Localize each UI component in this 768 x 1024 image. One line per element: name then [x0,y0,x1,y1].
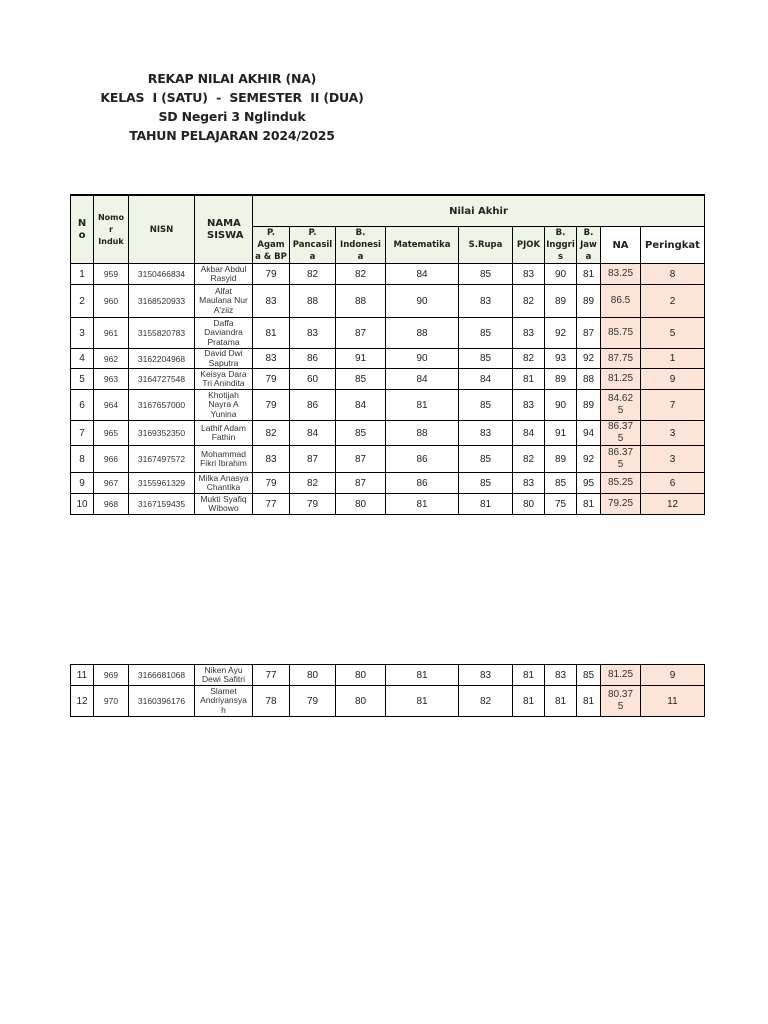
cell-score: 84 [336,390,386,421]
table-row [71,421,705,446]
cell-score: 84 [290,421,336,446]
cell-rank: 2 [641,285,705,318]
cell-score: 79 [253,369,290,390]
header-no: N o [71,195,94,264]
report-title-block [70,69,394,145]
cell-score: 92 [577,446,601,473]
header-subject: B. Indonesi a [336,227,386,264]
cell-student-name: Alfat Maulana Nur A'ziiz [195,285,253,318]
cell-no: 7 [71,421,94,446]
grade-table [70,194,705,515]
cell-rank: 6 [641,473,705,494]
cell-rank: 11 [641,686,705,717]
table-row [71,686,705,717]
cell-score: 81 [577,686,601,717]
cell-score: 89 [577,285,601,318]
cell-nisn: 3169352350 [129,421,195,446]
header-peringkat: Peringkat [641,227,705,264]
cell-score: 81 [459,494,513,515]
cell-nisn: 3166681068 [129,665,195,686]
cell-score: 79 [290,686,336,717]
cell-score: 88 [386,318,459,349]
cell-score: 90 [545,264,577,285]
cell-score: 88 [336,285,386,318]
cell-rank: 1 [641,349,705,369]
cell-student-name: Mukti Syafiq Wibowo [195,494,253,515]
cell-score: 83 [545,665,577,686]
cell-nisn: 3155820783 [129,318,195,349]
cell-score: 82 [290,264,336,285]
report-title: REKAP NILAI AKHIR (NA) [147,71,317,86]
header-nilai-akhir: Nilai Akhir [253,195,705,227]
header-nama: NAMA SISWA [195,195,253,264]
header-subject: B. Jaw a [577,227,601,264]
cell-nisn: 3160396176 [129,686,195,717]
cell-nisn: 3162204968 [129,349,195,369]
cell-na: 84.62 5 [601,390,641,421]
cell-nisn: 3167657000 [129,390,195,421]
cell-score: 83 [253,285,290,318]
cell-score: 89 [545,446,577,473]
cell-score: 78 [253,686,290,717]
cell-score: 85 [577,665,601,686]
cell-score: 81 [386,390,459,421]
table-row [71,390,705,421]
cell-score: 79 [253,473,290,494]
cell-student-name: Khotijah Nayra A Yunina [195,390,253,421]
cell-no: 9 [71,473,94,494]
cell-score: 95 [577,473,601,494]
cell-no: 8 [71,446,94,473]
cell-score: 81 [545,686,577,717]
cell-score: 88 [386,421,459,446]
cell-no: 4 [71,349,94,369]
cell-induk: 960 [94,285,129,318]
table-row [71,285,705,318]
cell-score: 79 [253,390,290,421]
cell-score: 81 [513,686,545,717]
cell-score: 79 [253,264,290,285]
cell-score: 90 [386,285,459,318]
grade-table-continued [70,664,705,717]
cell-score: 91 [336,349,386,369]
cell-score: 85 [459,390,513,421]
header-subject: P. Pancasil a [290,227,336,264]
cell-score: 87 [577,318,601,349]
table-row [71,446,705,473]
table-row [71,369,705,390]
cell-score: 84 [386,264,459,285]
cell-induk: 970 [94,686,129,717]
header-subject: PJOK [513,227,545,264]
cell-score: 83 [459,421,513,446]
cell-score: 92 [577,349,601,369]
cell-na: 81.25 [601,369,641,390]
cell-nisn: 3150466834 [129,264,195,285]
cell-score: 87 [336,473,386,494]
cell-score: 80 [513,494,545,515]
cell-score: 86 [386,473,459,494]
cell-na: 86.37 5 [601,421,641,446]
cell-score: 81 [386,686,459,717]
cell-score: 85 [336,369,386,390]
cell-score: 82 [513,349,545,369]
header-subject: S.Rupa [459,227,513,264]
cell-nisn: 3167159435 [129,494,195,515]
cell-score: 83 [513,390,545,421]
cell-rank: 9 [641,369,705,390]
cell-induk: 963 [94,369,129,390]
cell-no: 6 [71,390,94,421]
cell-score: 60 [290,369,336,390]
cell-score: 77 [253,494,290,515]
cell-score: 86 [290,390,336,421]
cell-na: 86.37 5 [601,446,641,473]
cell-score: 83 [513,264,545,285]
cell-rank: 7 [641,390,705,421]
cell-score: 83 [459,285,513,318]
table-row [71,264,705,285]
cell-induk: 959 [94,264,129,285]
cell-score: 89 [577,390,601,421]
class-semester-line: KELAS I (SATU) - SEMESTER II (DUA) [100,90,364,105]
cell-score: 87 [290,446,336,473]
cell-score: 85 [336,421,386,446]
cell-score: 88 [290,285,336,318]
cell-student-name: Daffa Daviandra Pratama [195,318,253,349]
cell-score: 81 [513,665,545,686]
cell-na: 85.25 [601,473,641,494]
cell-rank: 8 [641,264,705,285]
cell-score: 82 [513,446,545,473]
cell-nisn: 3164727548 [129,369,195,390]
cell-score: 84 [459,369,513,390]
cell-score: 80 [290,665,336,686]
cell-score: 87 [336,446,386,473]
cell-student-name: Keisya Dara Tri Anindita [195,369,253,390]
cell-na: 79.25 [601,494,641,515]
cell-score: 88 [577,369,601,390]
cell-score: 85 [545,473,577,494]
cell-score: 81 [386,665,459,686]
cell-score: 86 [386,446,459,473]
cell-score: 91 [545,421,577,446]
cell-na: 85.75 [601,318,641,349]
cell-score: 89 [545,285,577,318]
cell-score: 83 [513,318,545,349]
cell-induk: 965 [94,421,129,446]
table-row [71,318,705,349]
cell-no: 2 [71,285,94,318]
cell-no: 1 [71,264,94,285]
cell-score: 85 [459,264,513,285]
cell-no: 10 [71,494,94,515]
cell-score: 84 [386,369,459,390]
cell-na: 87.75 [601,349,641,369]
cell-score: 77 [253,665,290,686]
cell-student-name: David Dwi Saputra [195,349,253,369]
cell-no: 3 [71,318,94,349]
cell-score: 85 [459,318,513,349]
table-row [71,494,705,515]
cell-induk: 967 [94,473,129,494]
cell-score: 82 [513,285,545,318]
cell-score: 80 [336,494,386,515]
cell-induk: 968 [94,494,129,515]
cell-score: 83 [459,665,513,686]
cell-no: 12 [71,686,94,717]
cell-induk: 962 [94,349,129,369]
cell-score: 83 [253,446,290,473]
cell-score: 90 [545,390,577,421]
cell-score: 82 [253,421,290,446]
cell-score: 93 [545,349,577,369]
cell-student-name: Niken Ayu Dewi Safitri [195,665,253,686]
cell-no: 11 [71,665,94,686]
cell-score: 85 [459,473,513,494]
header-induk: Nomo r Induk [94,195,129,264]
cell-induk: 964 [94,390,129,421]
cell-score: 89 [545,369,577,390]
cell-student-name: Akbar Abdul Rasyid [195,264,253,285]
cell-score: 82 [336,264,386,285]
cell-score: 94 [577,421,601,446]
cell-na: 80.37 5 [601,686,641,717]
cell-student-name: Milka Anasya Chantika [195,473,253,494]
header-subject: P. Agam a & BP [253,227,290,264]
cell-student-name: Mohammad Fikri Ibrahim [195,446,253,473]
cell-score: 83 [253,349,290,369]
cell-induk: 966 [94,446,129,473]
header-subject: B. Inggri s [546,228,575,262]
cell-student-name: Lathif Adam Fathin [195,421,253,446]
cell-na: 86.5 [601,285,641,318]
table-row [71,349,705,369]
cell-score: 79 [290,494,336,515]
cell-score: 81 [577,264,601,285]
cell-rank: 9 [641,665,705,686]
table-row [71,473,705,494]
cell-score: 86 [290,349,336,369]
cell-score: 80 [336,686,386,717]
cell-nisn: 3155961329 [129,473,195,494]
cell-score: 81 [513,369,545,390]
cell-rank: 3 [641,421,705,446]
cell-score: 83 [290,318,336,349]
cell-score: 81 [577,494,601,515]
table-row [71,665,705,686]
cell-score: 85 [459,349,513,369]
cell-no: 5 [71,369,94,390]
cell-score: 82 [459,686,513,717]
cell-score: 81 [253,318,290,349]
school-name: SD Negeri 3 Nglinduk [158,109,306,124]
cell-score: 80 [336,665,386,686]
cell-score: 84 [513,421,545,446]
cell-student-name: Slamet Andriyansya h [195,686,253,717]
cell-score: 82 [290,473,336,494]
cell-rank: 5 [641,318,705,349]
header-nisn: NISN [129,195,195,264]
header-subject: Matematika [386,227,459,264]
cell-induk: 969 [94,665,129,686]
cell-score: 83 [513,473,545,494]
cell-score: 92 [545,318,577,349]
cell-na: 81.25 [601,665,641,686]
cell-score: 81 [386,494,459,515]
cell-nisn: 3168520933 [129,285,195,318]
cell-score: 85 [459,446,513,473]
cell-nisn: 3167497572 [129,446,195,473]
cell-score: 90 [386,349,459,369]
header-na: NA [601,227,641,264]
cell-rank: 12 [641,494,705,515]
cell-score: 87 [336,318,386,349]
cell-induk: 961 [94,318,129,349]
cell-score: 75 [545,494,577,515]
academic-year: TAHUN PELAJARAN 2024/2025 [129,128,335,143]
cell-rank: 3 [641,446,705,473]
cell-na: 83.25 [601,264,641,285]
